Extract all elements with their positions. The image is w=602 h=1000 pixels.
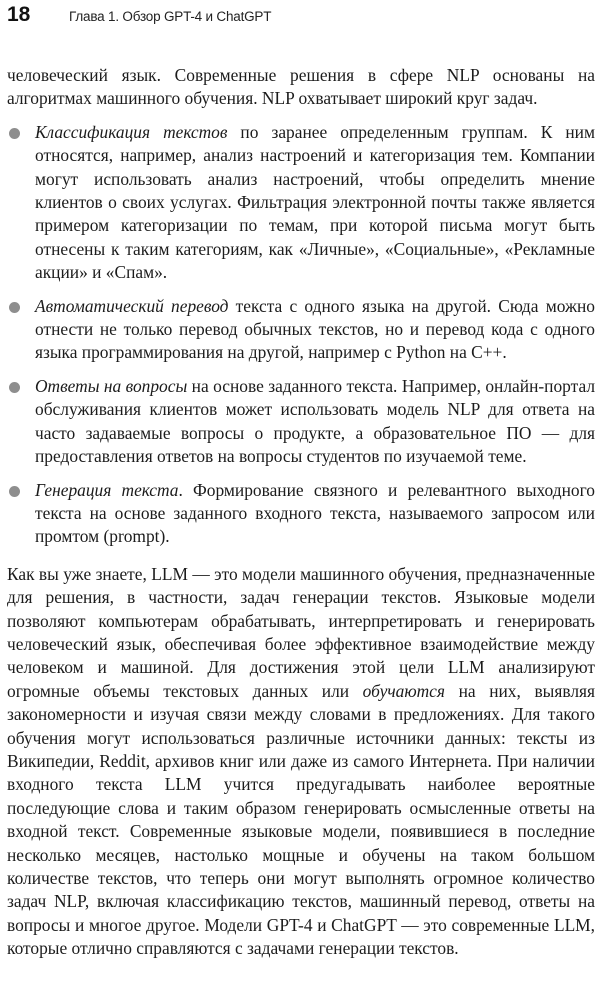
list-item-text xyxy=(35,479,595,549)
body-emphasis: обучаются xyxy=(362,680,445,701)
list-item xyxy=(7,121,595,285)
list-item xyxy=(7,295,595,365)
bullet-icon xyxy=(9,302,20,313)
list-item-term: Генерация текста xyxy=(35,479,179,500)
running-head: Глава 1. Обзор GPT-4 и ChatGPT xyxy=(69,9,272,24)
body-text-part-2: на них, выявляя закономерности и изучая связи между словами в предложениях. Для такого обучения могут использоваться различные источники данных: тексты из Википедии, Reddit, архивов книг или даже из самого Интернета. При наличии входного текста LLM учится предугадывать наиболее вероятные последующие слова и таким образом генерировать осмысленные ответы на входной текст. Современные языковые модели, появившиеся в последние несколько месяцев, настолько мощные и обучены на таком большом количестве текстов, что теперь они могут выполнять огромное количество задач NLP, включая классификацию текстов, машинный перевод, ответы на вопросы и многое другое. Модели GPT-4 и ChatGPT — это современные LLM, которые отлично справляются с задачами генерации текстов. xyxy=(7,680,596,959)
body-text-part-1: Как вы уже знаете, LLM — это модели машинного обучения, предназначенные для решения, в частности, задач генерации текстов. Языковые модели позволяют компьютерам обрабатывать, интерпретировать и генерировать человеческий язык, обеспечивая более эффективное взаимодействие между человеком и машиной. Для достижения этой цели LLM анализируют огромные объемы текстовых данных или xyxy=(7,563,595,701)
list-item-text xyxy=(35,295,595,365)
list-item-description: . Формирование связного и релевантного выходного текста на основе заданного входного текста, называемого запросом или промтом (prompt). xyxy=(35,479,595,547)
list-item-term: Автоматический перевод xyxy=(35,295,229,316)
list-item-text xyxy=(35,121,595,285)
page-content xyxy=(7,64,595,961)
body-paragraph xyxy=(7,563,595,961)
list-item xyxy=(7,375,595,469)
bullet-icon xyxy=(9,382,20,393)
list-item-term: Классификация текстов xyxy=(35,121,228,142)
list-item-description: текста с одного языка на другой. Сюда можно отнести не только перевод обычных текстов, но и перевод кода с одного языка программирования на другой, например с Python на C++. xyxy=(35,295,595,363)
intro-paragraph: человеческий язык. Современные решения в сфере NLP основаны на алгоритмах машинного обучения. NLP охватывает широкий круг задач. xyxy=(7,65,595,109)
bullet-icon xyxy=(9,486,20,497)
list-item-description: на основе заданного текста. Например, онлайн-портал обслуживания клиентов может использовать модель NLP для ответа на часто задаваемые вопросы о продукте, а образовательное ПО — для предоставления ответов на вопросы студентов по изучаемой теме. xyxy=(35,375,595,467)
page-header xyxy=(0,0,602,30)
list-item-text xyxy=(35,375,595,469)
list-item-description: по заранее определенным группам. К ним относятся, например, анализ настроений и категоризация тем. Компании могут использовать анализ настроений, чтобы определить мнение клиентов о своих услугах. Фильтрация электронной почты также является примером категоризации по темам, при которой письма могут быть отнесены к таким категориям, как «Личные», «Социальные», «Рекламные акции» и «Спам». xyxy=(35,121,595,283)
list-item xyxy=(7,479,595,549)
list-item-term: Ответы на вопросы xyxy=(35,375,188,396)
bullet-icon xyxy=(9,128,20,139)
task-list xyxy=(7,121,595,549)
page-number: 18 xyxy=(7,3,31,26)
